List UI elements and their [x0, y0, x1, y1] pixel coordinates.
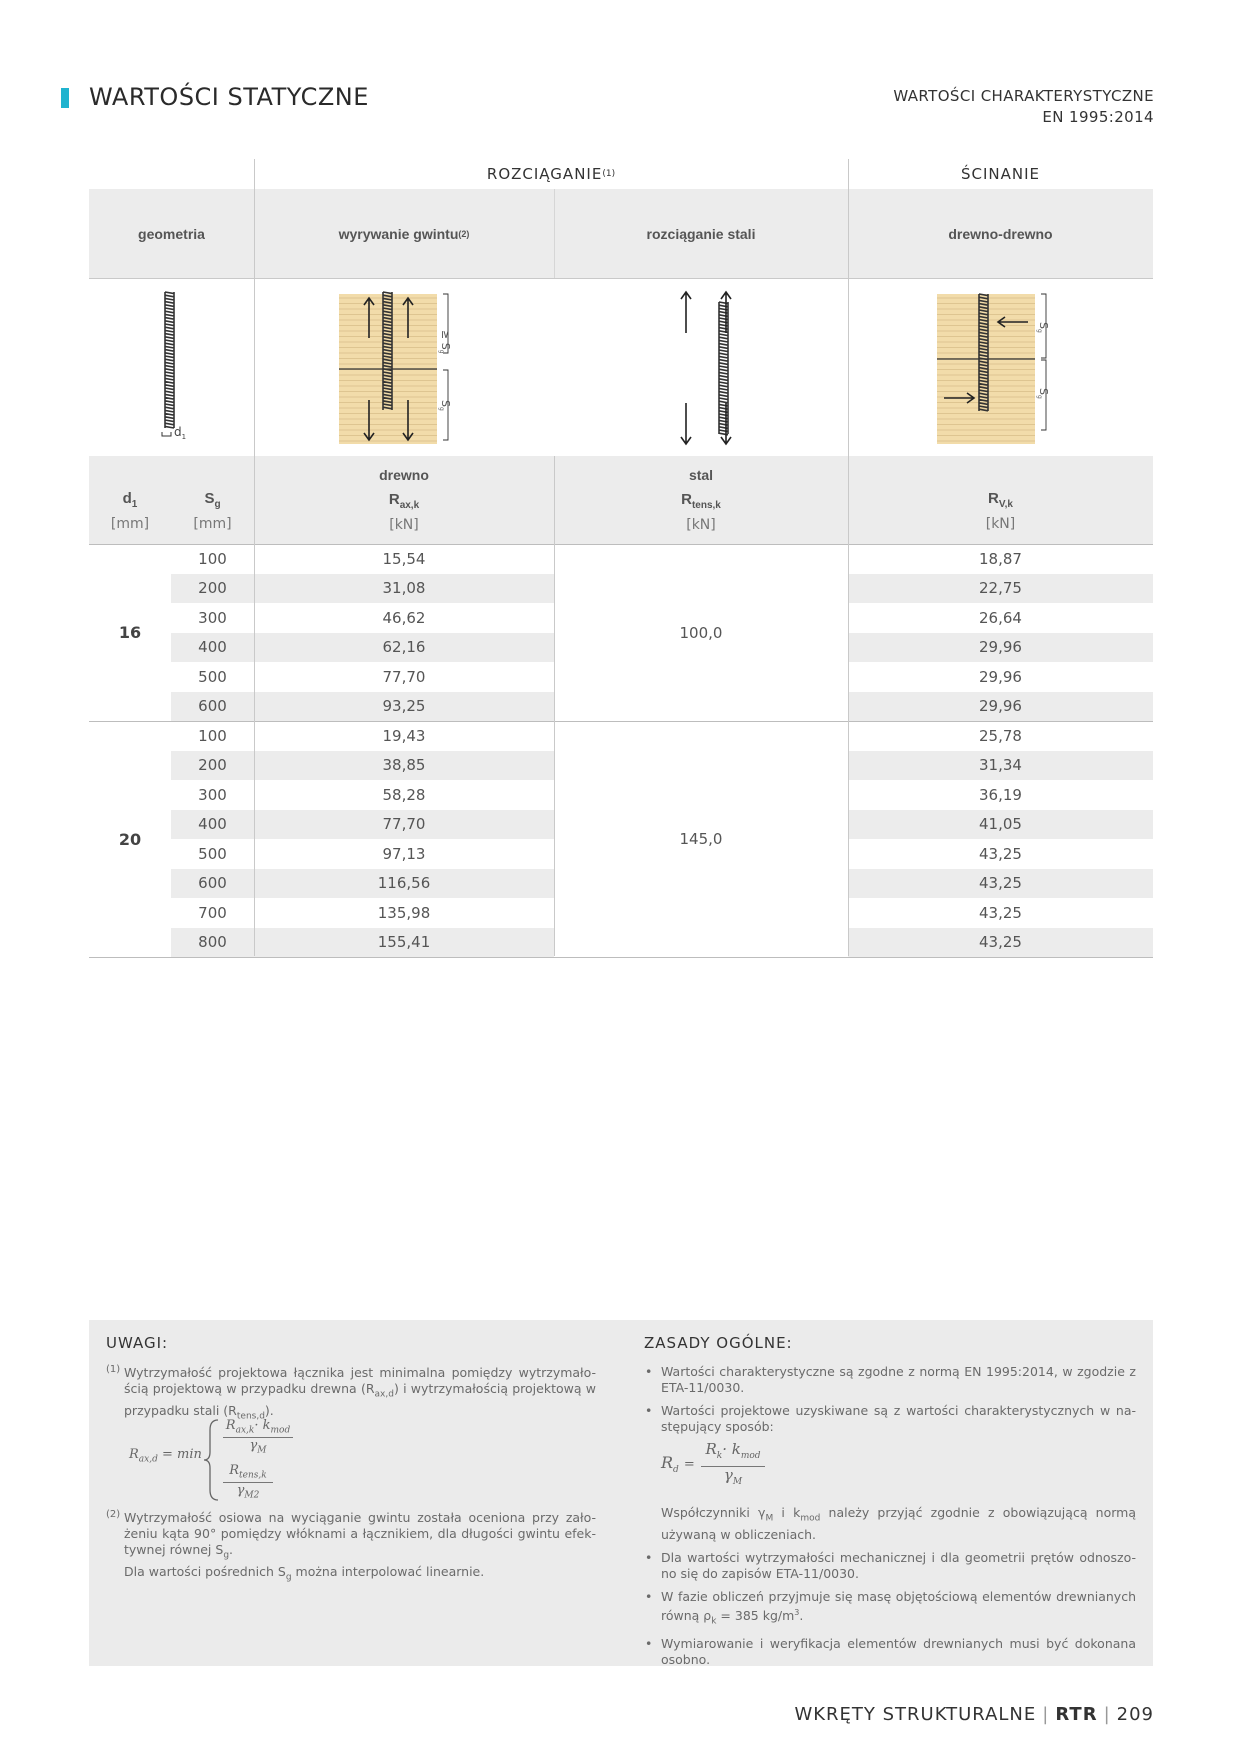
sg-value: 100 [198, 726, 227, 745]
rax-value: 116,56 [377, 874, 431, 893]
group-shear: ŚCINANIE [960, 165, 1041, 183]
rtens-value: 145,0 [679, 830, 723, 848]
sg-value: 200 [198, 756, 227, 775]
rv-value: 29,96 [979, 667, 1022, 686]
rax-value: 38,85 [382, 756, 426, 775]
formula-fraction-2: $R_{tens,k}$ $\gamma_{M2}$ [223, 1463, 273, 1500]
group-tension [254, 159, 848, 189]
threaded-rod-icon [165, 292, 174, 428]
d1-figure-label: $d_1$ [174, 425, 187, 441]
sg-value: 600 [198, 874, 227, 893]
sg-figure-label-lower: Sg [1036, 388, 1050, 399]
general-rules-title: ZASADY OGÓLNE: [644, 1334, 793, 1352]
rax-value: 19,43 [382, 726, 426, 745]
sg-figure-label-upper: Sg [1036, 322, 1050, 333]
notes-panel [89, 1320, 1153, 1666]
d1-value: 16 [118, 623, 142, 642]
col-geometry: geometria [138, 225, 205, 242]
steel-tension-figure [554, 278, 848, 456]
rv-value: 36,19 [979, 785, 1022, 804]
unit-rtens: [kN] [686, 517, 716, 533]
formula-rd: $R_d$ = $R_k\cdot k_{mod}$ $\gamma_M$ [661, 1435, 1136, 1505]
rv-value: 43,25 [979, 933, 1022, 952]
list-item: • Wartości projektowe uzyskiwane są z wartości charakterystycznych w na-stępujący sposób: $R_d$ = $R_k\cdot k_{mod}$ $\gamma_M$ Współczynniki $\gamma_M$ i $k_{mod}$ należy przyjąć zgodnie z obowiązującą normą używaną w obliczeniach. [644, 1403, 1136, 1543]
formula-rax-d-lhs: $R_{ax,d} = \min$ [129, 1447, 202, 1465]
rv-value: 31,34 [979, 756, 1022, 775]
row-divider [89, 278, 1153, 279]
sym-d1-cell [89, 456, 171, 544]
group-tension-label: ROZCIĄGANIE [486, 165, 603, 183]
sub-pullout-material: drewno [379, 467, 429, 483]
figure-row [89, 278, 1153, 456]
note1-ref: (1) [106, 1364, 121, 1375]
sym-rtens-cell [554, 456, 848, 544]
sym-rv-cell [848, 456, 1153, 544]
symbol-header-row [89, 456, 1153, 544]
sym-rtens: $R_{tens,k}$ [681, 491, 721, 511]
rax-value: 93,25 [382, 697, 426, 716]
unit-rax: [kN] [389, 517, 419, 533]
sg-value: 800 [198, 933, 227, 952]
sym-sg: $S_g$ [204, 490, 221, 510]
header-right-line2: EN 1995:2014 [1042, 108, 1154, 126]
sg-value: 200 [198, 579, 227, 598]
rv-value: 22,75 [979, 579, 1022, 598]
sg-value: 500 [198, 667, 227, 686]
page-footer: WKRĘTY STRUKTURALNE | RTR | 209 [794, 1704, 1154, 1725]
group-divider [89, 957, 1153, 958]
notes-title: UWAGI: [106, 1334, 169, 1352]
rax-value: 15,54 [382, 549, 426, 568]
unit-d1: [mm] [110, 516, 150, 532]
sg-value: 400 [198, 815, 227, 834]
col-pullout [254, 189, 554, 278]
rv-value: 18,87 [979, 549, 1022, 568]
rax-value: 46,62 [382, 608, 426, 627]
group-tension-ref: (1) [602, 169, 616, 179]
rv-value: 29,96 [979, 638, 1022, 657]
list-item: • Wymiarowanie i weryfikacja elementów drewnianych musi być dokonana osobno. [644, 1636, 1136, 1668]
rv-value: 25,78 [979, 726, 1022, 745]
rax-value: 135,98 [377, 903, 431, 922]
title-accent-bar [61, 88, 69, 108]
rv-value: 41,05 [979, 815, 1022, 834]
sg-value: 400 [198, 638, 227, 657]
note1-text: Wytrzymałość projektowa łącznika jest minimalna pomiędzy wytrzymało-ścią projektową w przypadku drewna $(R_{ax,d})$ i wytrzymałością projektową w przypadku stali $(R_{tens,d})$. [124, 1365, 596, 1421]
footer-section: WKRĘTY STRUKTURALNE [794, 1704, 1037, 1725]
footer-product: RTR [1055, 1704, 1098, 1725]
group-header-row [89, 159, 1153, 189]
body-top-line [89, 544, 1153, 545]
rv-value: 43,25 [979, 903, 1022, 922]
unit-rv: [kN] [985, 516, 1016, 532]
sg-value: 300 [198, 785, 227, 804]
sg-value: 100 [198, 549, 227, 568]
rv-value: 29,96 [979, 697, 1022, 716]
sym-sg-cell [171, 456, 254, 544]
rax-value: 97,13 [382, 844, 426, 863]
sg-value: 600 [198, 697, 227, 716]
header-standard-info [893, 86, 1154, 128]
note3-text: Dla wartości pośrednich $S_g$ można interpolować linearnie. [124, 1564, 485, 1583]
shear-figure [848, 278, 1153, 456]
sym-rax-cell [254, 456, 554, 544]
col-pullout-label: wyrywanie gwintu [338, 225, 459, 242]
rax-value: 62,16 [382, 638, 426, 657]
list-item: • Dla wartości wytrzymałości mechanicznej i dla geometrii prętów odnoszo-no się do zapisów ETA-11/0030. [644, 1550, 1136, 1582]
formula-fraction-1: $R_{ax,k}\cdot k_{mod}$ $\gamma_M$ [223, 1418, 293, 1455]
rod-geometry-figure [89, 278, 254, 456]
brace-icon [202, 1418, 222, 1502]
rax-value: 155,41 [377, 933, 431, 952]
col-shear-wood-wood: drewno-drewno [948, 225, 1053, 242]
col-steel-tension: rozciąganie stali [646, 225, 756, 242]
page-title: WARTOŚCI STATYCZNE [89, 83, 369, 111]
column-header-row [89, 189, 1153, 278]
sg-value: 500 [198, 844, 227, 863]
rax-value: 77,70 [382, 815, 426, 834]
sub-steel-material: stal [688, 467, 714, 483]
rv-value: 26,64 [979, 608, 1022, 627]
sg-min-figure-label: ≥ Sg [438, 330, 452, 354]
sg-value: 700 [198, 903, 227, 922]
general-rules-list [644, 1364, 1136, 1675]
rax-value: 31,08 [382, 579, 426, 598]
rax-value: 58,28 [382, 785, 426, 804]
note2-text: Wytrzymałość osiowa na wyciąganie gwintu została oceniona przy zało-żeniu kąta 90° pomiędzy włóknami a łącznikiem, dla długości gwintu efek-tywnej równej $S_g$. [124, 1510, 596, 1561]
sym-rv: $R_{V,k}$ [988, 490, 1013, 510]
d1-value: 20 [118, 829, 142, 849]
rtens-value: 100,0 [679, 623, 723, 642]
col-divider [554, 456, 555, 956]
col-divider [554, 189, 555, 278]
header-right-line1: WARTOŚCI CHARAKTERYSTYCZNE [893, 87, 1154, 105]
footer-page-number: 209 [1116, 1704, 1154, 1725]
rax-value: 77,70 [382, 667, 426, 686]
pullout-figure [254, 278, 554, 456]
sym-rax: $R_{ax,k}$ [388, 491, 420, 511]
rv-value: 43,25 [979, 874, 1022, 893]
note2-ref: (2) [106, 1509, 121, 1520]
list-item: • W fazie obliczeń przyjmuje się masę objętościową elementów drewnianych równą $\rho_k = 385$ $kg/m^3$. [644, 1589, 1136, 1630]
rv-value: 43,25 [979, 844, 1022, 863]
col-pullout-ref: (2) [458, 228, 470, 239]
sg-figure-label: Sg [438, 400, 452, 411]
sym-d1: $d_1$ [122, 490, 138, 510]
list-item: • Wartości charakterystyczne są zgodne z normą EN 1995:2014, w zgodzie z ETA-11/0030. [644, 1364, 1136, 1396]
sg-value: 300 [198, 608, 227, 627]
unit-sg: [mm] [193, 516, 232, 532]
